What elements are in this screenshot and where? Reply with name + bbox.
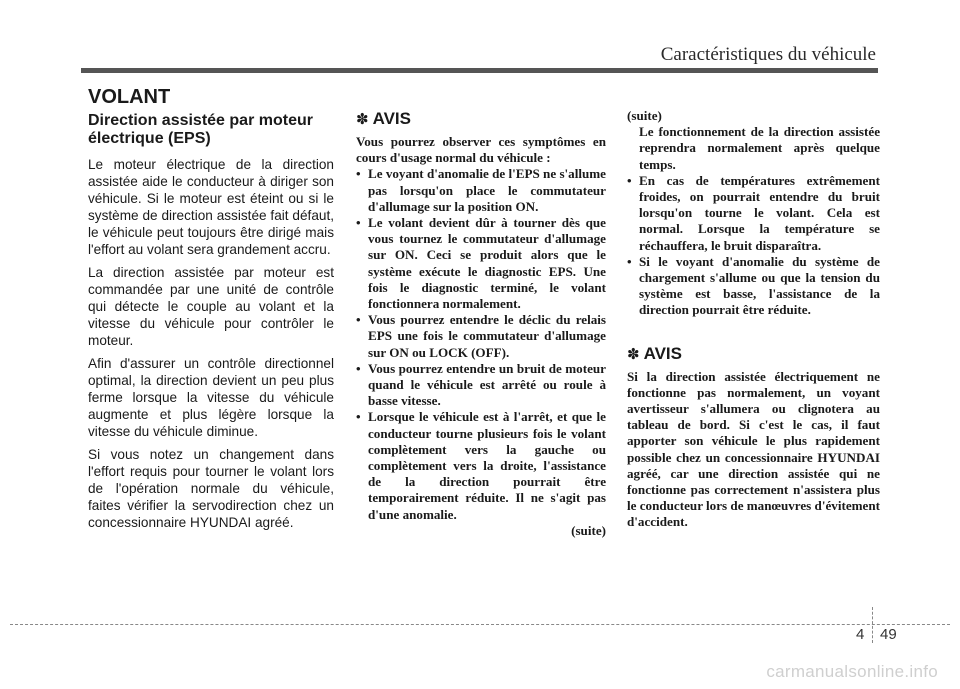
paragraph: Le moteur électrique de la direction assistée aide le conducteur à diriger son véhicule. Si le moteur est éteint ou si le système de direction assistée fait défaut, le véhicule peut toujours être dirigé mais l'effort au volant sera grandement accru.: [88, 157, 334, 257]
symptom-list: [356, 166, 606, 522]
column-left: [88, 112, 334, 537]
suite-marker: (suite): [571, 522, 606, 538]
list-item: • Lorsque le véhicule est à l'arrêt, et que le conducteur tourne plusieurs fois le volant complètement vers la gauche ou complètement vers la droite, l'assistance de la direction pourrait être temporairement réduite. Il ne s'agit pas d'une anomalie.: [356, 409, 606, 522]
page-number: 49: [880, 626, 897, 643]
column-middle: [356, 108, 606, 539]
eps-heading: Direction assistée par moteur électrique (EPS): [88, 112, 313, 147]
list-item: • Le voyant d'anomalie de l'EPS ne s'allume pas lorsqu'on place le commutateur d'allumage sur la position ON.: [356, 166, 606, 214]
bullet-icon: •: [356, 409, 361, 425]
bullet-icon: •: [356, 360, 361, 376]
asterisk-icon: ✽: [356, 110, 369, 128]
avis-title: AVIS: [643, 343, 682, 363]
symptom-list-continued: [627, 173, 880, 319]
bullet-icon: •: [356, 215, 361, 231]
continuation-text: Le fonctionnement de la direction assistée reprendra normalement après quelque temps.: [639, 124, 880, 172]
bullet-icon: •: [356, 166, 361, 182]
paragraph: Afin d'assurer un contrôle directionnel optimal, la direction devient un peu plus ferme lorsque la vitesse du véhicule augmente et plus légère lorsque la vitesse du véhicule diminue.: [88, 356, 334, 439]
list-item: • Vous pourrez entendre le déclic du relais EPS une fois le commutateur d'allumage sur ON ou LOCK (OFF).: [356, 312, 606, 360]
avis-heading: [356, 108, 606, 130]
paragraph: Si vous notez un changement dans l'effort requis pour tourner le volant lors de l'opération normale du véhicule, faites vérifier la servodirection chez un concessionnaire HYUNDAI agréé.: [88, 447, 334, 530]
list-item: • Si le voyant d'anomalie du système de chargement s'allume ou que la tension du système est basse, l'assistance de la direction pourrait être réduite.: [627, 253, 880, 318]
watermark: carmanualsonline.info: [766, 662, 938, 681]
header-rule: [81, 68, 878, 73]
avis-intro: Vous pourrez observer ces symptômes en cours d'usage normal du véhicule :: [356, 134, 606, 166]
avis-title: AVIS: [372, 109, 411, 128]
bullet-icon: •: [627, 172, 632, 188]
avis-body: Si la direction assistée électriquement ne fonctionne pas normalement, un voyant avertisseur s'allumera ou clignotera au tableau de bord. Si c'est le cas, il faut apporter son véhicule le plus rapidement possible chez un concessionnaire HYUNDAI agréé, car une direction assistée qui ne fonctionne pas correctement n'assistera plus le conducteur lors de manœuvres d'évitement d'accident.: [627, 368, 881, 530]
footer-rule: [10, 624, 950, 625]
list-item: • Le volant devient dûr à tourner dès que vous tournez le commutateur d'allumage sur ON. Ceci se produit alors que le système exécute le diagnostic EPS. Une fois le diagnostic terminé, le volant fonctionnera normalement.: [356, 215, 606, 312]
section-title: VOLANT: [88, 86, 171, 108]
asterisk-icon: ✽: [627, 344, 640, 363]
page-number-divider: [872, 607, 873, 643]
paragraph: La direction assistée par moteur est commandée par une unité de contrôle qui détecte le couple au volant et la vitesse du véhicule pour contrôler le moteur.: [88, 265, 334, 348]
column-right: [627, 108, 880, 531]
bullet-icon: •: [356, 312, 361, 328]
suite-marker: (suite): [627, 108, 662, 123]
avis-heading: [627, 343, 880, 365]
running-header: Caractéristiques du véhicule: [660, 44, 876, 65]
bullet-icon: •: [627, 253, 632, 269]
chapter-number: 4: [856, 626, 865, 643]
list-item: • En cas de températures extrêmement froides, on pourrait entendre du bruit lorsqu'on tourne le volant. Cela est normal. Lorsque la température se réchauffera, le bruit disparaîtra.: [627, 172, 880, 253]
list-item: • Vous pourrez entendre un bruit de moteur quand le véhicule est arrêté ou roule à basse vitesse.: [356, 360, 606, 409]
